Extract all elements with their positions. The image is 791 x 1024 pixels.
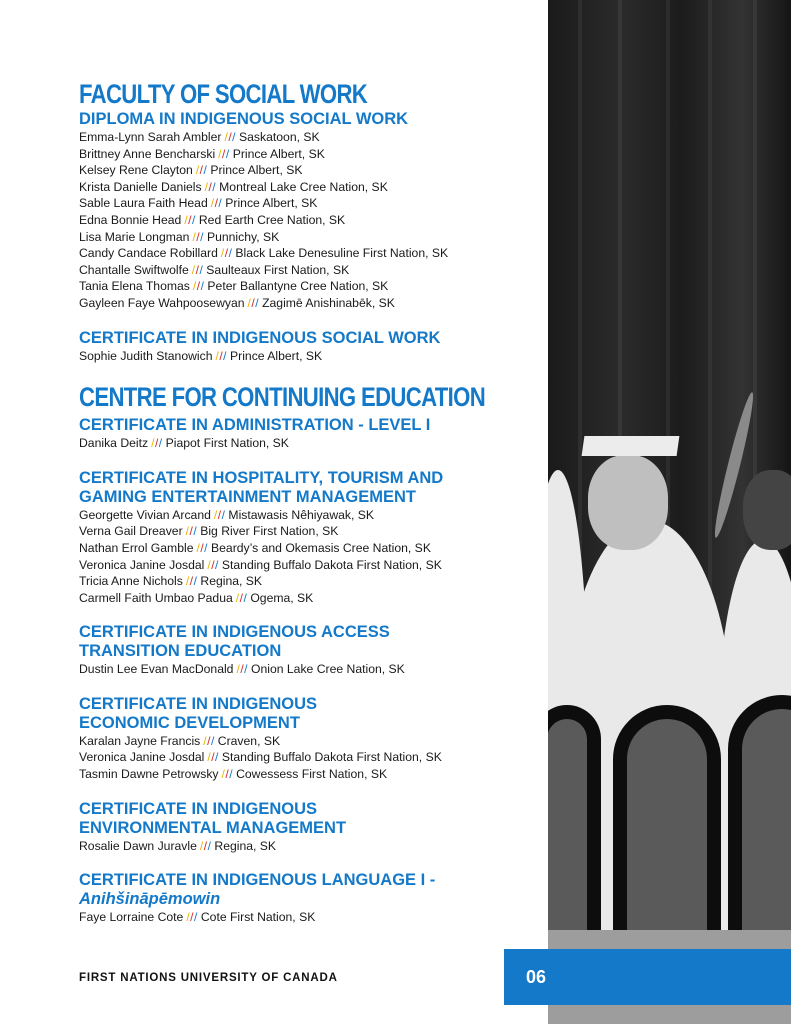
graduate-entry: [79, 766, 549, 783]
graduate-list-certificate-social-work: [79, 348, 549, 365]
graduate-entry: [79, 557, 549, 574]
graduate-entry: [79, 245, 549, 262]
program-title-environmental-management: [79, 800, 549, 838]
separator: ///: [224, 130, 237, 144]
graduate-place: Piapot First Nation, SK: [165, 436, 289, 451]
graduate-name: Tricia Anne Nichols: [79, 574, 183, 589]
graduate-name: Carmell Faith Umbao Padua: [79, 590, 233, 605]
graduate-entry: [79, 733, 549, 750]
graduate-name: Danika Deitz: [79, 436, 149, 451]
graduate-name: Edna Bonnie Head: [79, 212, 182, 227]
separator: ///: [195, 163, 208, 178]
graduate-place: Beardy’s and Okemasis Cree Nation, SK: [211, 540, 431, 555]
graduate-entry: [79, 749, 549, 766]
graduate-entry: [79, 590, 549, 607]
graduate-name: Verna Gail Dreaver: [79, 524, 183, 539]
graduate-entry: [79, 278, 549, 295]
section-title-continuing-education: CENTRE FOR CONTINUING EDUCATION: [79, 382, 486, 413]
graduation-ceremony-photo: [548, 0, 791, 1024]
program-title-certificate-social-work: CERTIFICATE IN INDIGENOUS SOCIAL WORK: [79, 328, 441, 347]
program-title-line: TRANSITION EDUCATION: [79, 642, 282, 661]
program-title-line: CERTIFICATE IN HOSPITALITY, TOURISM AND: [79, 468, 444, 487]
separator: ///: [207, 750, 219, 765]
graduate-name: Krista Danielle Daniels: [79, 179, 202, 194]
graduate-entry: [79, 661, 549, 678]
graduate-name: Kelsey Rene Clayton: [79, 163, 193, 178]
program-title-line: ENVIRONMENTAL MANAGEMENT: [79, 818, 347, 837]
separator: ///: [218, 146, 230, 161]
graduate-place: Standing Buffalo Dakota First Nation, SK: [221, 557, 442, 572]
separator: ///: [213, 507, 226, 522]
separator: ///: [185, 574, 198, 589]
program-title-language: [79, 871, 549, 909]
graduate-place: Saskatoon, SK: [239, 130, 320, 144]
graduate-place: Red Earth Cree Nation, SK: [198, 212, 346, 227]
section-title-social-work: FACULTY OF SOCIAL WORK: [79, 79, 368, 109]
graduate-list-administration: [79, 435, 549, 452]
graduate-place: Black Lake Denesuline First Nation, SK: [235, 246, 449, 261]
graduate-entry: [79, 573, 549, 590]
graduate-name: Gayleen Faye Wahpoosewyan: [79, 295, 245, 310]
program-title-line: GAMING ENTERTAINMENT MANAGEMENT: [79, 487, 417, 506]
graduate-entry: [79, 838, 549, 855]
separator: ///: [235, 590, 248, 605]
separator: ///: [215, 348, 228, 363]
separator: ///: [185, 524, 198, 539]
program-title-access-transition: [79, 623, 549, 661]
graduate-entry: [79, 229, 549, 246]
graduate-place: Prince Albert, SK: [225, 196, 318, 211]
graduate-list-diploma-social-work: [79, 129, 549, 312]
graduate-name: Tania Elena Thomas: [79, 279, 190, 294]
graduate-place: Montreal Lake Cree Nation, SK: [219, 179, 388, 194]
graduate-place: Saulteaux First Nation, SK: [206, 262, 350, 277]
graduate-entry: [79, 348, 549, 365]
graduate-name: Nathan Errol Gamble: [79, 540, 194, 555]
graduate-place: Onion Lake Cree Nation, SK: [251, 662, 405, 677]
graduate-name: Sable Laura Faith Head: [79, 196, 208, 211]
graduate-list-economic-development: [79, 733, 549, 783]
graduate-name: Emma-Lynn Sarah Ambler: [79, 130, 222, 144]
graduate-name: Candy Candace Robillard: [79, 246, 218, 261]
graduate-place: Standing Buffalo Dakota First Nation, SK: [221, 750, 442, 765]
graduate-place: Cote First Nation, SK: [200, 910, 316, 925]
graduate-place: Peter Ballantyne Cree Nation, SK: [207, 279, 389, 294]
graduate-entry: [79, 540, 549, 557]
graduate-place: Prince Albert, SK: [210, 163, 303, 178]
graduate-entry: [79, 523, 549, 540]
separator: ///: [221, 767, 234, 782]
graduate-name: Karalan Jayne Francis: [79, 733, 201, 748]
separator: ///: [236, 662, 248, 677]
graduate-place: Prince Albert, SK: [232, 146, 325, 161]
separator: ///: [192, 229, 204, 244]
graduate-name: Lisa Marie Longman: [79, 229, 190, 244]
graduate-place: Zagimē Anishinabēk, SK: [262, 295, 395, 310]
separator: ///: [207, 557, 219, 572]
separator: ///: [204, 179, 217, 194]
graduate-list-environmental-management: [79, 838, 549, 855]
graduate-place: Punnichy, SK: [206, 229, 280, 244]
program-title-line: CERTIFICATE IN INDIGENOUS LANGUAGE I -: [79, 871, 436, 890]
separator: ///: [220, 246, 233, 261]
program-title-economic-development: [79, 695, 549, 733]
graduate-place: Cowessess First Nation, SK: [236, 767, 388, 782]
separator: ///: [184, 212, 196, 227]
graduate-entry: [79, 129, 549, 146]
graduate-entry: [79, 507, 549, 524]
graduate-name: Rosalie Dawn Juravle: [79, 838, 197, 853]
program-title-hospitality: [79, 469, 549, 507]
page-number: 06: [525, 967, 547, 987]
graduate-place: Big River First Nation, SK: [200, 524, 339, 539]
graduate-list-language: [79, 909, 549, 926]
program-title-language-name: Anihšināpēmowin: [79, 890, 221, 909]
program-title-line: CERTIFICATE IN INDIGENOUS: [79, 799, 318, 818]
graduate-name: Veronica Janine Josdal: [79, 750, 205, 765]
graduate-list: [79, 78, 549, 926]
graduate-name: Georgette Vivian Arcand: [79, 507, 211, 522]
graduate-name: Veronica Janine Josdal: [79, 557, 205, 572]
graduate-name: Dustin Lee Evan MacDonald: [79, 662, 234, 677]
separator: ///: [151, 436, 163, 451]
graduate-name: Sophie Judith Stanowich: [79, 348, 213, 363]
footer-institution: FIRST NATIONS UNIVERSITY OF CANADA: [79, 972, 338, 984]
graduate-entry: [79, 909, 549, 926]
separator: ///: [196, 540, 209, 555]
graduate-entry: [79, 179, 549, 196]
separator: ///: [191, 262, 204, 277]
program-title-line: CERTIFICATE IN INDIGENOUS: [79, 694, 318, 713]
separator: ///: [203, 733, 215, 748]
graduate-place: Craven, SK: [217, 733, 281, 748]
graduate-name: Tasmin Dawne Petrowsky: [79, 767, 219, 782]
graduate-place: Regina, SK: [214, 838, 277, 853]
graduate-entry: [79, 295, 549, 312]
graduate-place: Regina, SK: [200, 574, 263, 589]
graduate-name: Chantalle Swiftwolfe: [79, 262, 189, 277]
program-title-administration: CERTIFICATE IN ADMINISTRATION - LEVEL I: [79, 416, 431, 435]
page-number-box: [504, 949, 791, 1005]
graduate-place: Ogema, SK: [250, 590, 314, 605]
graduate-entry: [79, 146, 549, 163]
graduate-place: Mistawasis Nêhiyawak, SK: [228, 507, 375, 522]
graduate-list-hospitality: [79, 507, 549, 607]
graduate-entry: [79, 212, 549, 229]
separator: ///: [186, 910, 198, 925]
graduate-entry: [79, 195, 549, 212]
separator: ///: [199, 838, 212, 853]
graduate-name: Faye Lorraine Cote: [79, 910, 184, 925]
program-title-diploma-social-work: DIPLOMA IN INDIGENOUS SOCIAL WORK: [79, 110, 409, 128]
separator: ///: [247, 295, 260, 310]
program-title-line: CERTIFICATE IN INDIGENOUS ACCESS: [79, 623, 390, 642]
separator: ///: [192, 279, 205, 294]
graduate-name: Brittney Anne Bencharski: [79, 146, 216, 161]
graduate-entry: [79, 262, 549, 279]
graduate-entry: [79, 162, 549, 179]
graduate-entry: [79, 435, 549, 452]
graduate-list-access-transition: [79, 661, 549, 678]
separator: ///: [210, 196, 223, 211]
program-title-line: ECONOMIC DEVELOPMENT: [79, 713, 300, 732]
graduate-place: Prince Albert, SK: [230, 348, 323, 363]
